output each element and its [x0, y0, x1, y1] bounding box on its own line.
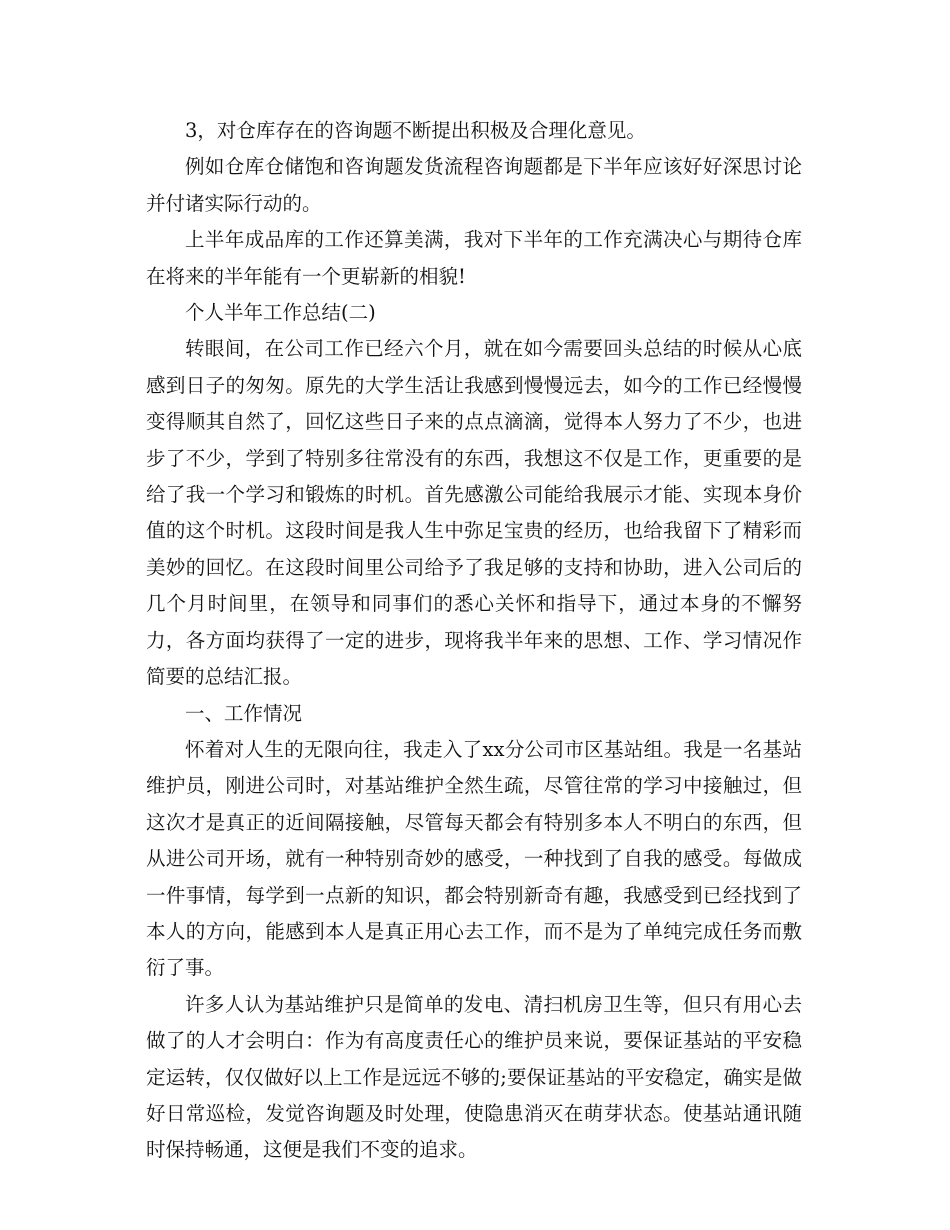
section-heading-summary-two: 个人半年工作总结(二): [185, 301, 376, 325]
document-body: [146, 113, 802, 1169]
paragraph-introduction: 转眼间，在公司工作已经六个月，就在如今需要回头总结的时候从心底感到日子的匆匆。原先的大学生活让我感到慢慢远去，如今的工作已经慢慢变得顺其自然了，回忆这些日子来的点点滴滴，觉得本人努力了不少，也进步了不少，学到了特别多往常没有的东西，我想这不仅是工作，更重要的是给了我一个学习和锻炼的时机。首先感激公司能给我展示才能、实现本身价值的这个时机。这段时间是我人生中弥足宝贵的经历，也给我留下了精彩而美妙的回忆。在这段时间里公司给予了我足够的支持和协助，进入公司后的几个月时间里，在领导和同事们的悉心关怀和指导下，通过本身的不懈努力，各方面均获得了一定的进步，现将我半年来的思想、工作、学习情况作简要的总结汇报。: [146, 337, 802, 689]
paragraph-work-experience: 怀着对人生的无限向往，我走入了xx分公司市区基站组。我是一名基站维护员，刚进公司时，对基站维护全然生疏，尽管往常的学习中接触过，但这次才是真正的近间隔接触，尽管每天都会有特别多本人不明白的东西，但从进公司开场，就有一种特别奇妙的感受，一种找到了自我的感受。每做成一件事情，每学到一点新的知识，都会特别新奇有趣，我感受到已经找到了本人的方向，能感到本人是真正用心去工作，而不是为了单纯完成任务而敷衍了事。: [146, 737, 802, 980]
paragraph-maintenance-duty: 许多人认为基站维护只是简单的发电、清扫机房卫生等，但只有用心去做了的人才会明白：作为有高度责任心的维护员来说，要保证基站的平安稳定运转，仅仅做好以上工作是远远不够的;要保证基站的平安稳定，确实是做好日常巡检，发觉咨询题及时处理，使隐患消灭在萌芽状态。使基站通讯随时保持畅通，这便是我们不变的追求。: [146, 992, 802, 1162]
paragraph-suggestion-item: 3，对仓库存在的咨询题不断提出积极及合理化意见。: [185, 119, 646, 142]
paragraph-first-half-review: 上半年成品库的工作还算美满，我对下半年的工作充满决心与期待仓库在将来的半年能有一个更崭新的相貌!: [146, 228, 802, 288]
paragraph-warehouse-issues: 例如仓库仓储饱和咨询题发货流程咨询题都是下半年应该好好深思讨论并付诸实际行动的。: [146, 155, 802, 215]
section-heading-work-status: 一、工作情况: [185, 701, 303, 725]
